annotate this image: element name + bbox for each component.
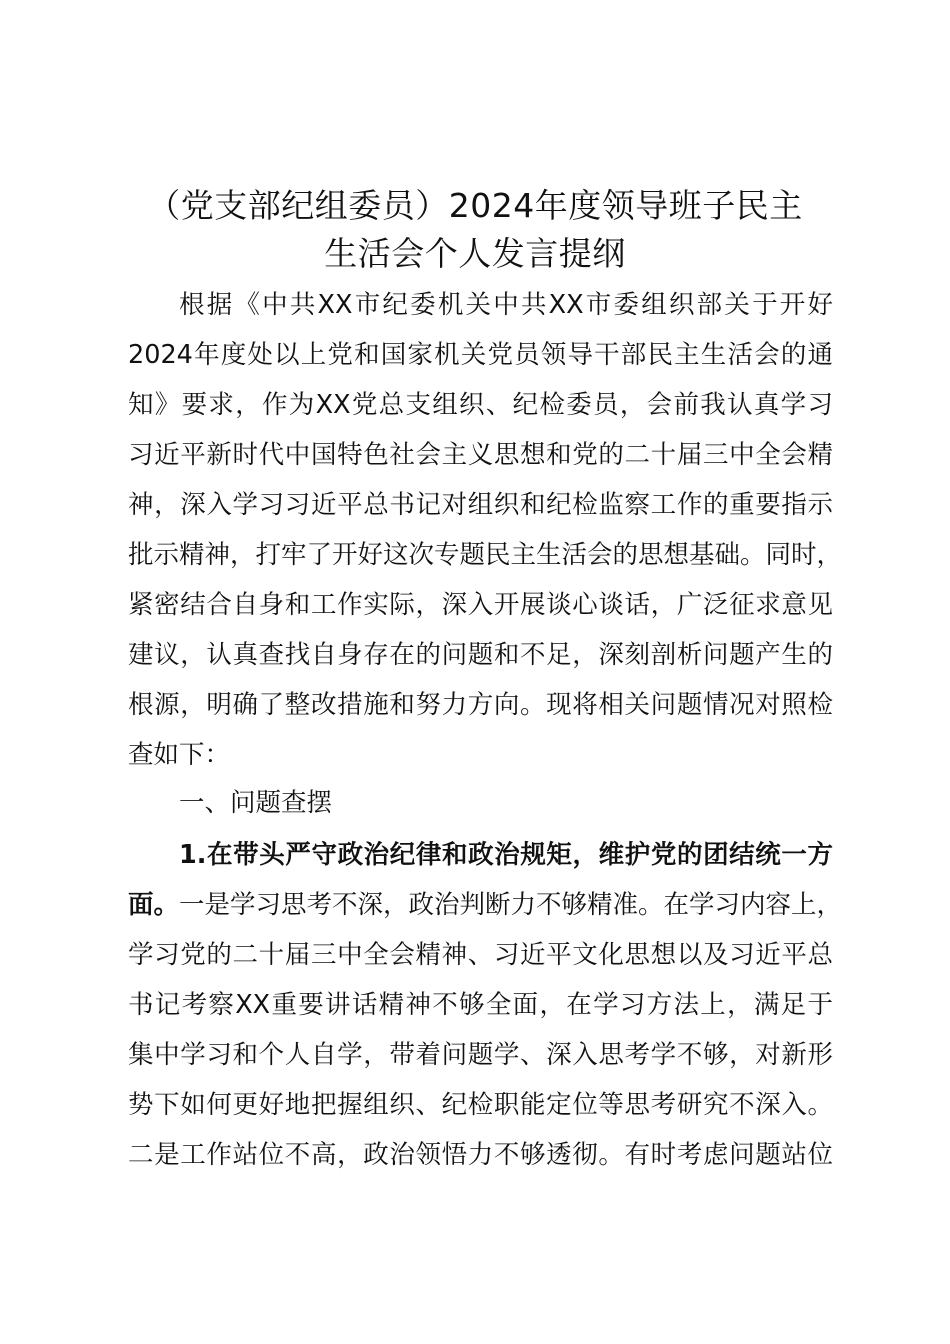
item-1-bold-title-end: 面。 (128, 890, 180, 920)
document-body (128, 280, 843, 1180)
item-1-line: 学习党的二十届三中全会精神、习近平文化思想以及习近平总 (128, 940, 833, 970)
intro-line: 知》要求，作为XX党总支组织、纪检委员，会前我认真学习 (128, 390, 833, 420)
item-1-line: 书记考察XX重要讲话精神不够全面，在学习方法上，满足于 (128, 990, 833, 1020)
item-1-line: 集中学习和个人自学，带着问题学、深入思考学不够，对新形 (128, 1040, 833, 1070)
intro-line: 根据《中共XX市纪委机关中共XX市委组织部关于开好 (179, 290, 833, 320)
item-1-paragraph (128, 830, 843, 1180)
item-1-bold-title: 1.在带头严守政治纪律和政治规矩，维护党的团结统一方 (179, 840, 833, 870)
title-line-1: （党支部纪组委员）2024年度领导班子民主 (147, 186, 803, 225)
item-1-line (128, 880, 843, 930)
item-1-line-text: 一是学习思考不深，政治判断力不够精准。在学习内容上， (179, 890, 843, 920)
intro-line: 建议，认真查找自身存在的问题和不足，深刻剖析问题产生的 (128, 640, 833, 670)
intro-line: 2024年度处以上党和国家机关党员领导干部民主生活会的通 (128, 340, 833, 370)
intro-line: 神，深入学习习近平总书记对组织和纪检监察工作的重要指示 (128, 490, 833, 520)
intro-line: 批示精神，打牢了开好这次专题民主生活会的思想基础。同时， (128, 540, 843, 570)
item-1-line: 势下如何更好地把握组织、纪检职能定位等思考研究不深入。 (128, 1090, 833, 1120)
intro-line: 习近平新时代中国特色社会主义思想和党的二十届三中全会精 (128, 440, 833, 470)
intro-line: 紧密结合自身和工作实际，深入开展谈心谈话，广泛征求意见 (128, 590, 833, 620)
intro-line: 查如下： (128, 740, 231, 770)
title-line-2: 生活会个人发言提纲 (324, 234, 626, 273)
section-heading: 一、问题查摆 (179, 788, 333, 818)
intro-line: 根源，明确了整改措施和努力方向。现将相关问题情况对照检 (128, 690, 833, 720)
intro-paragraph (128, 280, 843, 780)
item-1-line: 二是工作站位不高，政治领悟力不够透彻。有时考虑问题站位 (128, 1140, 833, 1170)
document-title (100, 182, 850, 278)
